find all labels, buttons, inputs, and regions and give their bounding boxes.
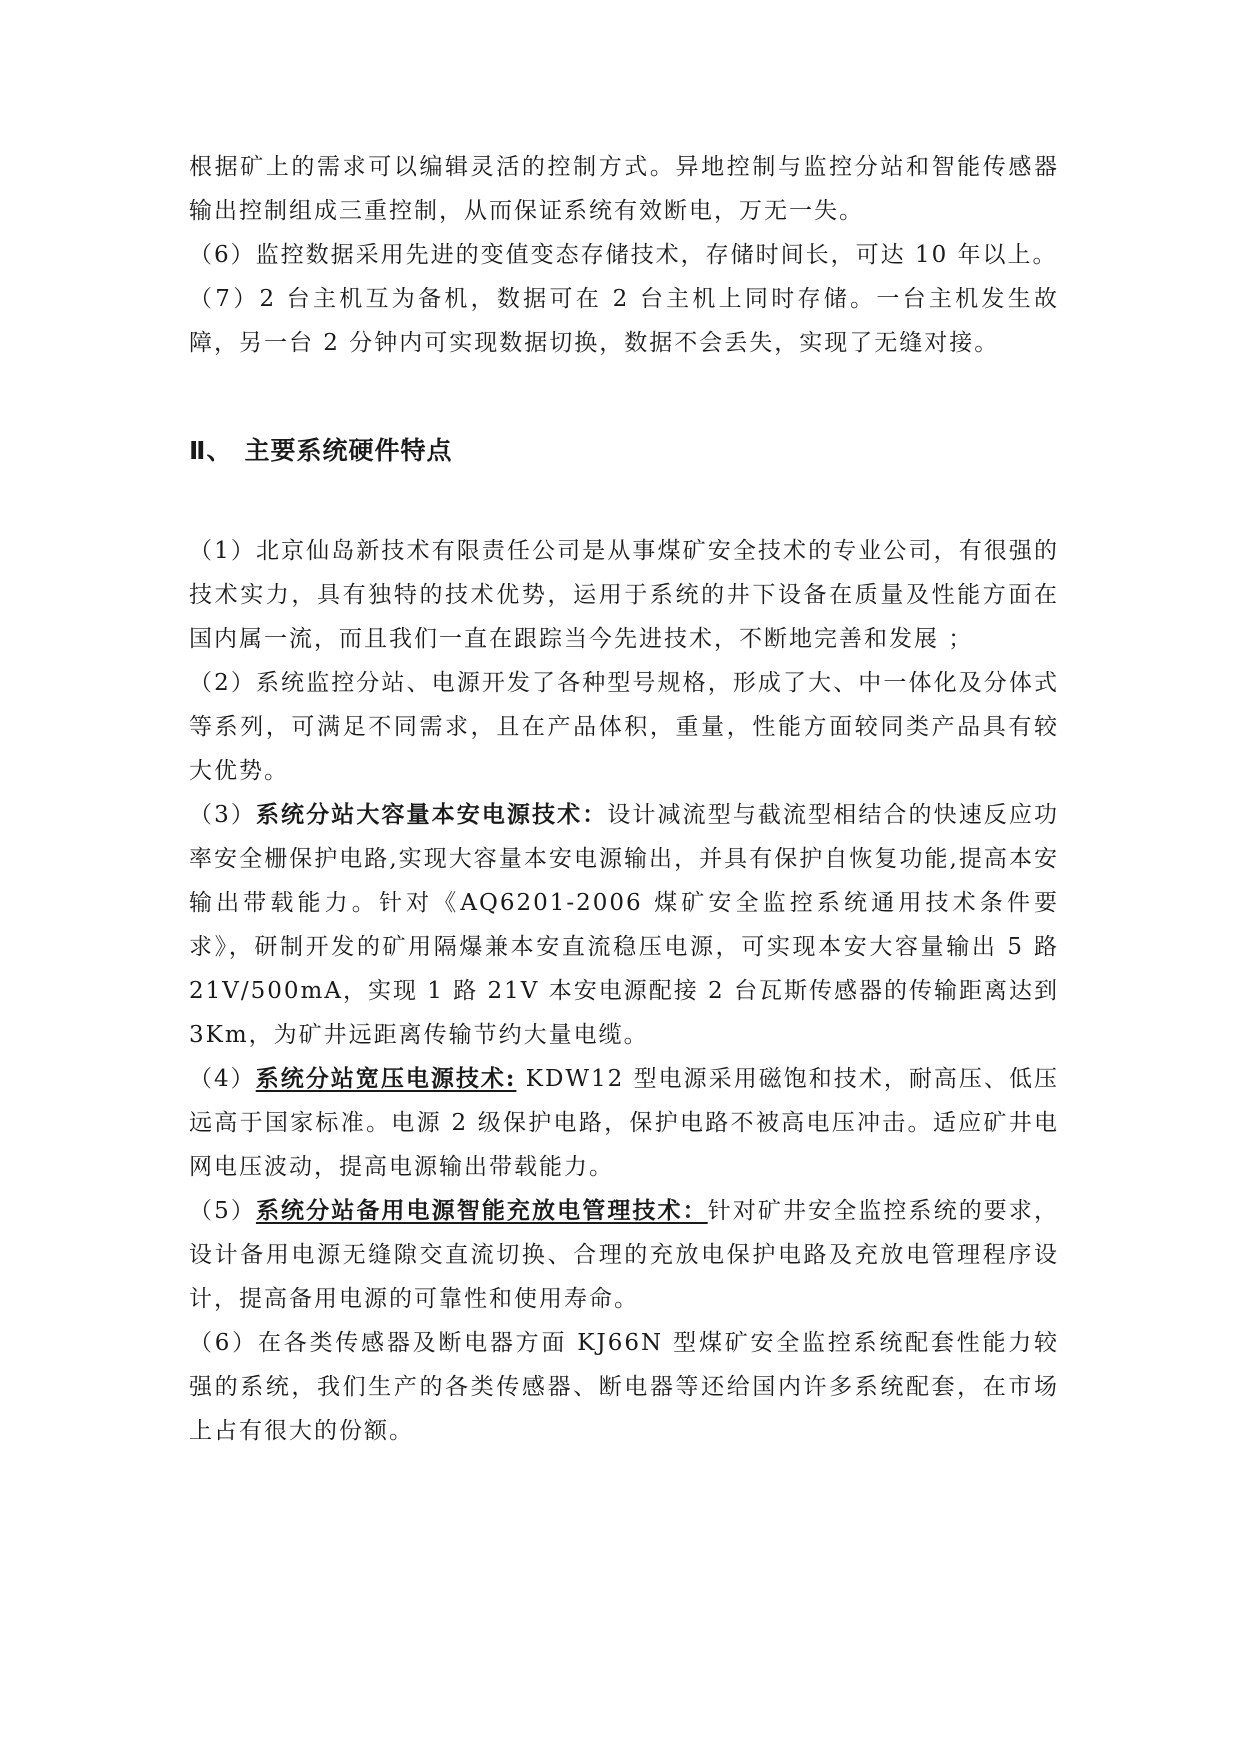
hardware-item-2 (189, 661, 1059, 793)
item-body: KDW12 型电源采用磁饱和技术，耐高压、低压远高于国家标准。电源 2 级保护电路，保护电路不被高电压冲击。适应矿井电网电压波动，提高电源输出带载能力。 (189, 1066, 1059, 1180)
item-prefix: （4） (189, 1066, 256, 1092)
hardware-item-6 (189, 1321, 1059, 1453)
section-number: Ⅱ、 (189, 436, 233, 465)
item-body: 系统监控分站、电源开发了各种型号规格，形成了大、中一体化及分体式等系列，可满足不同需求，且在产品体积，重量，性能方面较同类产品具有较大优势。 (189, 670, 1060, 784)
intro-paragraph: 根据矿上的需求可以编辑灵活的控制方式。异地控制与监控分站和智能传感器输出控制组成三重控制，从而保证系统有效断电，万无一失。 (189, 154, 1059, 224)
hardware-item-5 (189, 1189, 1059, 1321)
item-prefix: （5） (189, 1198, 256, 1224)
hardware-item-1 (189, 529, 1059, 661)
software-item-6: （6）监控数据采用先进的变值变态存储技术，存储时间长，可达 10 年以上。 (189, 242, 1058, 268)
item-prefix: （2） (189, 670, 256, 696)
hardware-item-3 (189, 793, 1059, 1057)
software-item-7: （7）2 台主机互为备机，数据可在 2 台主机上同时存储。一台主机发生故障，另一台 2 分钟内可实现数据切换，数据不会丢失，实现了无缝对接。 (189, 286, 1059, 356)
item-body: 北京仙岛新技术有限责任公司是从事煤矿安全技术的专业公司，有很强的技术实力，具有独特的技术优势，运用于系统的井下设备在质量及性能方面在国内属一流，而且我们一直在跟踪当今先进技术，不断地完善和发展 ； (189, 538, 1060, 652)
item-prefix: （3） (189, 802, 256, 828)
item-body: 设计减流型与截流型相结合的快速反应功率安全栅保护电路,实现大容量本安电源输出，并具有保护自恢复功能,提高本安输出带载能力。针对《AQ6201-2006 煤矿安全监控系统通用技术条件要求》，研制开发的矿用隔爆兼本安直流稳压电源，可实现本安大容量输出 5 路 21V/500mA，实现 1 路 21V 本安电源配接 2 台瓦斯传感器的传输距离达到 3Km，为矿井远距离传输节约大量电缆。 (189, 802, 1060, 1048)
item-body: 在各类传感器及断电器方面 KJ66N 型煤矿安全监控系统配套性能力较强的系统，我们生产的各类传感器、断电器等还给国内许多系统配套，在市场上占有很大的份额。 (189, 1330, 1059, 1444)
item-bold-title: 系统分站大容量本安电源技术： (255, 801, 608, 828)
item-prefix: （6） (189, 1330, 258, 1356)
item-bold-title: 系统分站备用电源智能充放电管理技术： (255, 1197, 708, 1224)
item-prefix: （1） (189, 538, 256, 564)
item-bold-title: 系统分站宽压电源技术: (255, 1065, 517, 1092)
item-body: 针对矿井安全监控系统的要求，设计备用电源无缝隙交直流切换、合理的充放电保护电路及充放电管理程序设计，提高备用电源的可靠性和使用寿命。 (189, 1198, 1060, 1312)
section-title: 主要系统硬件特点 (244, 436, 453, 465)
document-page (189, 145, 1059, 1453)
section-heading (189, 431, 1059, 471)
hardware-item-4 (189, 1057, 1059, 1189)
